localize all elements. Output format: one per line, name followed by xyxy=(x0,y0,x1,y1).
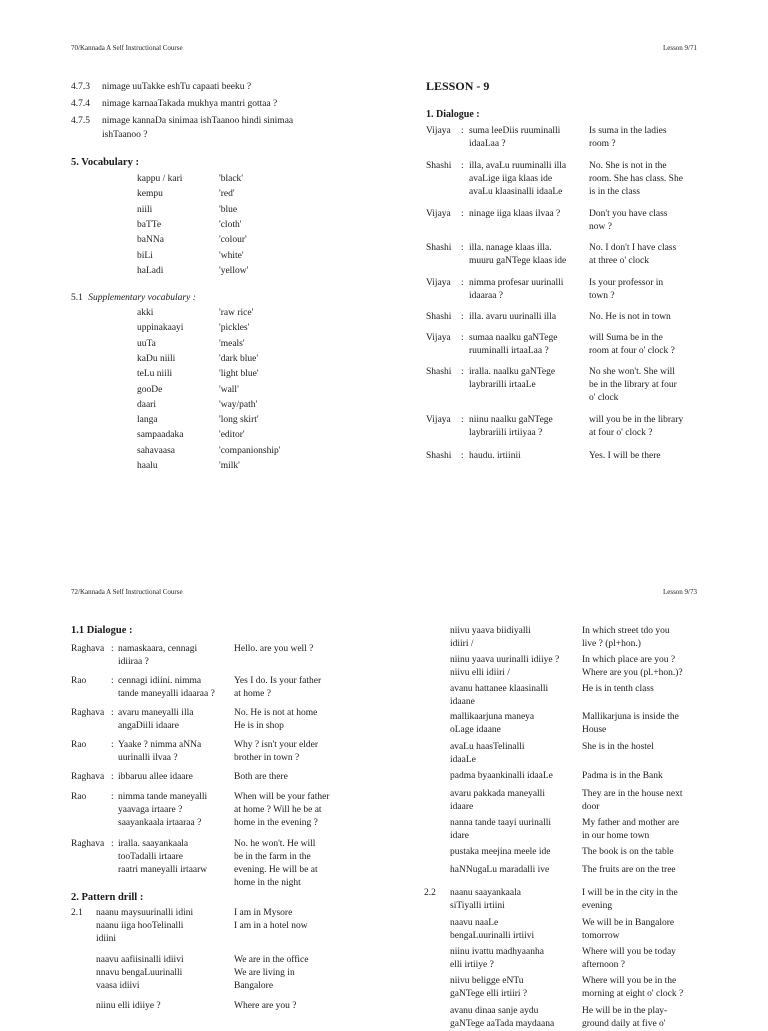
dialogue-english: No she won't. She will xyxy=(589,367,675,377)
supp-vocab-kannada: haalu xyxy=(137,461,158,471)
dialogue-english: be in the farm in the xyxy=(234,852,311,862)
dialogue-kannada: angaDiili idaare xyxy=(118,721,179,731)
drill-english: The book is on the table xyxy=(582,847,674,857)
drill-kannada: naanu iiga hooTelinalli xyxy=(96,921,184,931)
supp-vocab-english: 'raw rice' xyxy=(219,308,254,318)
colon: : xyxy=(461,209,464,219)
vocab-english: 'cloth' xyxy=(219,219,242,230)
colon: : xyxy=(461,333,464,343)
drill-kannada: idiiri / xyxy=(450,638,474,649)
dialogue-kannada: illa, avaLu ruuminalli illa xyxy=(469,161,567,171)
dialogue-english: No. She is not in the xyxy=(589,161,667,171)
colon: : xyxy=(461,451,464,461)
dialogue-english: Yes. I will be there xyxy=(589,451,661,461)
dialogue-kannada: ruuminalli irtaaLaa ? xyxy=(469,346,549,356)
drill-kannada: niinu elli idiiye ? xyxy=(96,1001,161,1011)
drill-english: in our home town xyxy=(582,830,650,841)
supp-vocab-english: 'editor' xyxy=(219,430,245,441)
supp-vocab-english: 'wall' xyxy=(219,384,239,395)
drill-kannada: elli irtiiye ? xyxy=(450,959,494,970)
dialogue-english: He is in shop xyxy=(234,721,284,731)
drill-kannada: gaNTege elli irtiiri ? xyxy=(450,988,528,999)
dialogue-english: at home ? Will he be at xyxy=(234,805,322,815)
drill-english: Where are you ? xyxy=(234,1001,297,1011)
drill-kannada: padma byaankinalli idaaLe xyxy=(450,771,553,781)
drill-kannada: bengaLuurinalli irtiivi xyxy=(450,930,535,941)
dialogue-kannada: namaskaara, cennagi xyxy=(118,644,198,654)
supp-vocab-kannada: daari xyxy=(137,399,156,410)
drill-english: morning at eight o' clock ? xyxy=(582,988,684,999)
colon: : xyxy=(461,367,464,377)
drill-english: My father and mother are xyxy=(582,818,680,828)
colon: : xyxy=(111,644,114,654)
vocabulary-heading: 5. Vocabulary : xyxy=(71,157,139,168)
drill-kannada: mallikaarjuna maneya xyxy=(450,712,535,722)
dialogue-kannada: avaLige iiga klaas ide xyxy=(469,174,553,184)
drill-english: Where will you be today xyxy=(582,947,676,957)
dialogue-english: will you be in the library xyxy=(589,415,684,425)
colon: : xyxy=(111,708,114,718)
speaker-name: Rao xyxy=(71,792,87,802)
speaker-name: Raghava xyxy=(71,839,105,849)
speaker-name: Raghava xyxy=(71,772,105,782)
colon: : xyxy=(461,278,464,288)
drill-english: In which place are you ? xyxy=(582,655,676,665)
dialogue-english: No. He is not at home xyxy=(234,708,318,718)
question-text-continued: ishTaanoo ? xyxy=(102,130,148,140)
drill-kannada: nanna tande taayi uurinalli xyxy=(450,818,552,828)
speaker-name: Rao xyxy=(71,740,87,750)
drill-english: We will be in Bangalore xyxy=(582,918,675,928)
supp-vocab-kannada: uuTa xyxy=(137,338,156,349)
dialogue-english: at home ? xyxy=(234,689,271,699)
drill-kannada: oLage idaane xyxy=(450,724,501,735)
vocab-kannada: kappu / kari xyxy=(137,174,183,184)
supp-vocab-english: 'long skirt' xyxy=(219,415,259,426)
drill-english: I am in a hotel now xyxy=(234,921,308,931)
drill-kannada: haNNugaLu maradalli ive xyxy=(450,865,550,875)
drill-english: live ? (pl+hon.) xyxy=(582,638,641,649)
speaker-name: Shashi xyxy=(426,367,452,377)
drill-english: Where will you be in the xyxy=(582,976,677,986)
dialogue-english: o' clock xyxy=(589,393,619,403)
drill-2-2-number: 2.2 xyxy=(424,888,436,898)
dialogue-english: room at four o' clock ? xyxy=(589,346,675,356)
speaker-name: Vijaya xyxy=(426,415,451,425)
drill-kannada: niivu beligge eNTu xyxy=(450,976,524,986)
dialogue-english: home in the evening ? xyxy=(234,818,318,828)
dialogue-english: No. he won't. He will xyxy=(234,839,316,849)
colon: : xyxy=(111,839,114,849)
drill-english: Bangalore xyxy=(234,981,274,991)
drill-kannada: naanu maysuurinalli idini xyxy=(96,908,194,918)
supp-vocab-english: 'meals' xyxy=(219,338,245,349)
drill-english: The fruits are on the tree xyxy=(582,865,676,875)
dialogue-english: town ? xyxy=(589,291,615,301)
drill-english: tomorrow xyxy=(582,930,620,941)
speaker-name: Raghava xyxy=(71,708,105,718)
vocab-english: 'yellow' xyxy=(219,265,249,276)
supp-vocab-kannada: sampaadaka xyxy=(137,430,184,441)
drill-kannada: gaNTege aaTada maydaana xyxy=(450,1018,555,1029)
supp-vocab-english: 'pickles' xyxy=(219,323,250,334)
colon: : xyxy=(461,161,464,171)
drill-english: House xyxy=(582,724,607,735)
colon: : xyxy=(111,772,114,782)
dialogue-kannada: illa. avaru uurinalli illa xyxy=(469,312,557,322)
speaker-name: Vijaya xyxy=(426,209,451,219)
drill-kannada: niinu yaava uurinalli idiiye ? xyxy=(450,655,560,665)
question-text: nimage karnaaTakada mukhya mantri gottaa ? xyxy=(102,99,278,109)
supp-vocab-kannada: akki xyxy=(137,308,154,318)
dialogue-english: brother in town ? xyxy=(234,753,300,763)
question-number: 4.7.4 xyxy=(71,99,90,109)
dialogue-english: No. I don't I have class xyxy=(589,243,677,253)
drill-english: They are in the house next xyxy=(582,789,683,799)
drill-kannada: niivu elli idiiri / xyxy=(450,667,510,678)
dialogue-kannada: haudu. irtiinii xyxy=(469,451,521,461)
supp-vocab-english: 'companionship' xyxy=(219,445,281,456)
dialogue-english: now ? xyxy=(589,222,612,232)
dialogue-kannada: tande maneyalli idaaraa ? xyxy=(118,689,215,699)
speaker-name: Shashi xyxy=(426,161,452,171)
dialogue-kannada: yaavaga irtaare ? xyxy=(118,805,183,815)
dialogue-english: Is your professor in xyxy=(589,278,664,288)
drill-english: She is in the hostel xyxy=(582,742,654,752)
dialogue-english: Don't you have class xyxy=(589,209,668,219)
question-number: 4.7.3 xyxy=(71,82,90,92)
speaker-name: Vijaya xyxy=(426,333,451,343)
dialogue-kannada: tooTadalli irtaare xyxy=(118,852,184,862)
page-2-header-left: 72/Kannada A Self Instructional Course xyxy=(71,588,183,596)
dialogue-kannada: avaru maneyalli illa xyxy=(118,708,194,718)
dialogue-kannada: laybrarilli irtaaLe xyxy=(469,380,536,390)
speaker-name: Vijaya xyxy=(426,278,451,288)
dialogue-heading-2: 1.1 Dialogue : xyxy=(71,625,133,636)
dialogue-english: at four o' clock ? xyxy=(589,428,653,438)
supp-vocab-kannada: sahavaasa xyxy=(137,445,175,456)
dialogue-kannada: idaaLaa ? xyxy=(469,139,506,149)
drill-kannada: siTiyalli irtiini xyxy=(450,900,505,911)
drill-english: He will be in the play- xyxy=(582,1006,668,1016)
speaker-name: Shashi xyxy=(426,243,452,253)
speaker-name: Rao xyxy=(71,676,87,686)
drill-kannada: avanu dinaa sanje aydu xyxy=(450,1006,539,1016)
dialogue-english: Is suma in the ladies xyxy=(589,126,667,136)
drill-kannada: idaare xyxy=(450,801,474,812)
drill-kannada: avaru pakkada maneyalli xyxy=(450,789,545,799)
dialogue-kannada: uurinalli ilvaa ? xyxy=(118,753,178,763)
dialogue-english: room ? xyxy=(589,139,616,149)
drill-kannada: niivu yaava biidiyalli xyxy=(450,626,531,636)
drill-english: Mallikarjuna is inside the xyxy=(582,712,679,722)
dialogue-english: home in the night xyxy=(234,878,301,888)
dialogue-kannada: ibbaruu allee idaare xyxy=(118,772,193,782)
drill-english: door xyxy=(582,801,600,812)
colon: : xyxy=(461,312,464,322)
drill-kannada: pustaka meejina meele ide xyxy=(450,847,551,857)
dialogue-kannada: avaLu klaasinalli idaaLe xyxy=(469,187,563,197)
supp-vocab-kannada: gooDe xyxy=(137,384,163,395)
drill-kannada: niinu ivattu madhyaanha xyxy=(450,947,544,957)
dialogue-english: be in the library at four xyxy=(589,380,677,390)
drill-kannada: idaaLe xyxy=(450,754,476,765)
dialogue-english: will Suma be in the xyxy=(589,333,663,343)
dialogue-kannada: niinu naalku gaNTege xyxy=(469,415,553,425)
drill-kannada: naavu aafiisinalli idiivi xyxy=(96,955,184,965)
dialogue-english: Both are there xyxy=(234,772,288,782)
supp-vocab-kannada: teLu niili xyxy=(137,369,173,380)
page-1 xyxy=(0,0,768,512)
vocab-kannada: haLadi xyxy=(137,265,164,276)
drill-english: He is in tenth class xyxy=(582,684,654,694)
drill-english: ground daily at five o' xyxy=(582,1018,666,1029)
dialogue-english: No. He is not in town xyxy=(589,312,671,322)
dialogue-kannada: ninage iiga klaas ilvaa ? xyxy=(469,209,561,219)
supp-vocab-kannada: langa xyxy=(137,415,158,426)
dialogue-english: evening. He will be at xyxy=(234,865,318,875)
dialogue-kannada: iralla. naalku gaNTege xyxy=(469,367,556,377)
supp-vocab-english: 'light blue' xyxy=(219,369,259,380)
supp-vocab-english: 'dark blue' xyxy=(219,353,259,364)
dialogue-kannada: saayankaala irtaaraa ? xyxy=(118,818,202,828)
dialogue-kannada: nimma profesar uurinalli xyxy=(469,278,564,288)
dialogue-heading: 1. Dialogue : xyxy=(426,109,480,120)
vocab-english: 'white' xyxy=(219,250,244,261)
drill-kannada: naavu naaLe xyxy=(450,918,499,928)
dialogue-english: is in the class xyxy=(589,187,640,197)
colon: : xyxy=(111,740,114,750)
drill-kannada: nnavu bengaLuurinalli xyxy=(96,968,183,978)
colon: : xyxy=(111,676,114,686)
vocab-kannada: kempu xyxy=(137,189,163,200)
dialogue-kannada: muuru gaNTege klaas ide xyxy=(469,256,567,266)
question-text: nimage kannaDa sinimaa ishTaanoo hindi sinimaa xyxy=(102,116,294,126)
colon: : xyxy=(111,792,114,802)
question-text: nimage uuTakke eshTu capaati beeku ? xyxy=(102,82,252,92)
drill-english: Where are you (pl.+hon.)? xyxy=(582,667,683,678)
vocab-english: 'red' xyxy=(219,189,235,200)
speaker-name: Vijaya xyxy=(426,126,451,136)
dialogue-kannada: sumaa naalku gaNTege xyxy=(469,333,558,343)
dialogue-kannada: illa. nanage klaas illa. xyxy=(469,243,552,253)
dialogue-english: Why ? isn't your elder xyxy=(234,740,319,750)
speaker-name: Raghava xyxy=(71,644,105,654)
drill-2-1-number: 2.1 xyxy=(71,908,83,918)
dialogue-kannada: laybrariili irtiiyaa ? xyxy=(469,428,543,438)
vocab-english: 'black' xyxy=(219,174,243,184)
drill-english: In which street tdo you xyxy=(582,626,670,636)
drill-kannada: vaasa idiivi xyxy=(96,981,140,991)
drill-kannada: idiini xyxy=(96,934,117,944)
colon: : xyxy=(461,126,464,136)
vocab-kannada: niili xyxy=(137,204,153,215)
colon: : xyxy=(461,243,464,253)
dialogue-kannada: Yaake ? nimma aNNa xyxy=(118,740,202,750)
drill-kannada: avaLu haasTelinalli xyxy=(450,742,525,752)
dialogue-kannada: nimma tande maneyalli xyxy=(118,792,208,802)
drill-kannada: naanu saayankaala xyxy=(450,888,521,898)
pattern-drill-heading: 2. Pattern drill : xyxy=(71,892,144,903)
speaker-name: Shashi xyxy=(426,312,452,322)
speaker-name: Shashi xyxy=(426,451,452,461)
dialogue-english: When will be your father xyxy=(234,792,330,802)
drill-english: We are living in xyxy=(234,968,295,978)
dialogue-kannada: idaaraa ? xyxy=(469,291,504,301)
dialogue-kannada: suma leeDiis ruuminalli xyxy=(469,126,561,136)
page-2-header-right: Lesson 9/73 xyxy=(662,588,697,596)
supp-vocab-kannada: uppinakaayi xyxy=(137,323,184,334)
drill-english: We are in the office xyxy=(234,955,309,965)
supp-vocab-english: 'way/path' xyxy=(219,399,258,410)
drill-kannada: avanu hattanee klaasinalli xyxy=(450,684,549,694)
page-1-header-right: Lesson 9/71 xyxy=(662,44,697,52)
dialogue-english: at three o' clock xyxy=(589,256,650,266)
dialogue-english: Hello. are you well ? xyxy=(234,644,314,654)
dialogue-kannada: iralla. saayankaala xyxy=(118,839,189,849)
supplementary-heading: 5.1 Supplementary vocabulary : xyxy=(71,293,196,303)
vocab-kannada: baNNa xyxy=(137,235,164,246)
vocab-kannada: baTTe xyxy=(137,219,162,230)
supp-vocab-kannada: kaDu niili xyxy=(137,353,176,364)
drill-kannada: idaane xyxy=(450,696,475,707)
lesson-title: LESSON - 9 xyxy=(426,79,490,93)
drill-english: afternoon ? xyxy=(582,959,625,970)
dialogue-english: Yes I do. Is your father xyxy=(234,676,322,686)
supp-vocab-english: 'milk' xyxy=(219,461,240,471)
dialogue-kannada: idiiraa ? xyxy=(118,657,149,667)
drill-english: evening xyxy=(582,900,613,911)
dialogue-kannada: raatri maneyalli irtaarw xyxy=(118,865,208,875)
drill-kannada: idare xyxy=(450,830,469,841)
drill-english: Padma is in the Bank xyxy=(582,771,663,781)
page-1-header-left: 70/Kannada A Self Instructional Course xyxy=(71,44,183,52)
colon: : xyxy=(461,415,464,425)
drill-english: I will be in the city in the xyxy=(582,888,678,898)
vocab-kannada: biLi xyxy=(137,250,153,261)
vocab-english: 'blue xyxy=(219,204,238,215)
vocab-english: 'colour' xyxy=(219,235,247,246)
dialogue-kannada: cennagi idiini. nimma xyxy=(118,676,202,686)
dialogue-english: room. She has class. She xyxy=(589,174,683,184)
drill-english: I am in Mysore xyxy=(234,908,293,918)
question-number: 4.7.5 xyxy=(71,116,90,126)
